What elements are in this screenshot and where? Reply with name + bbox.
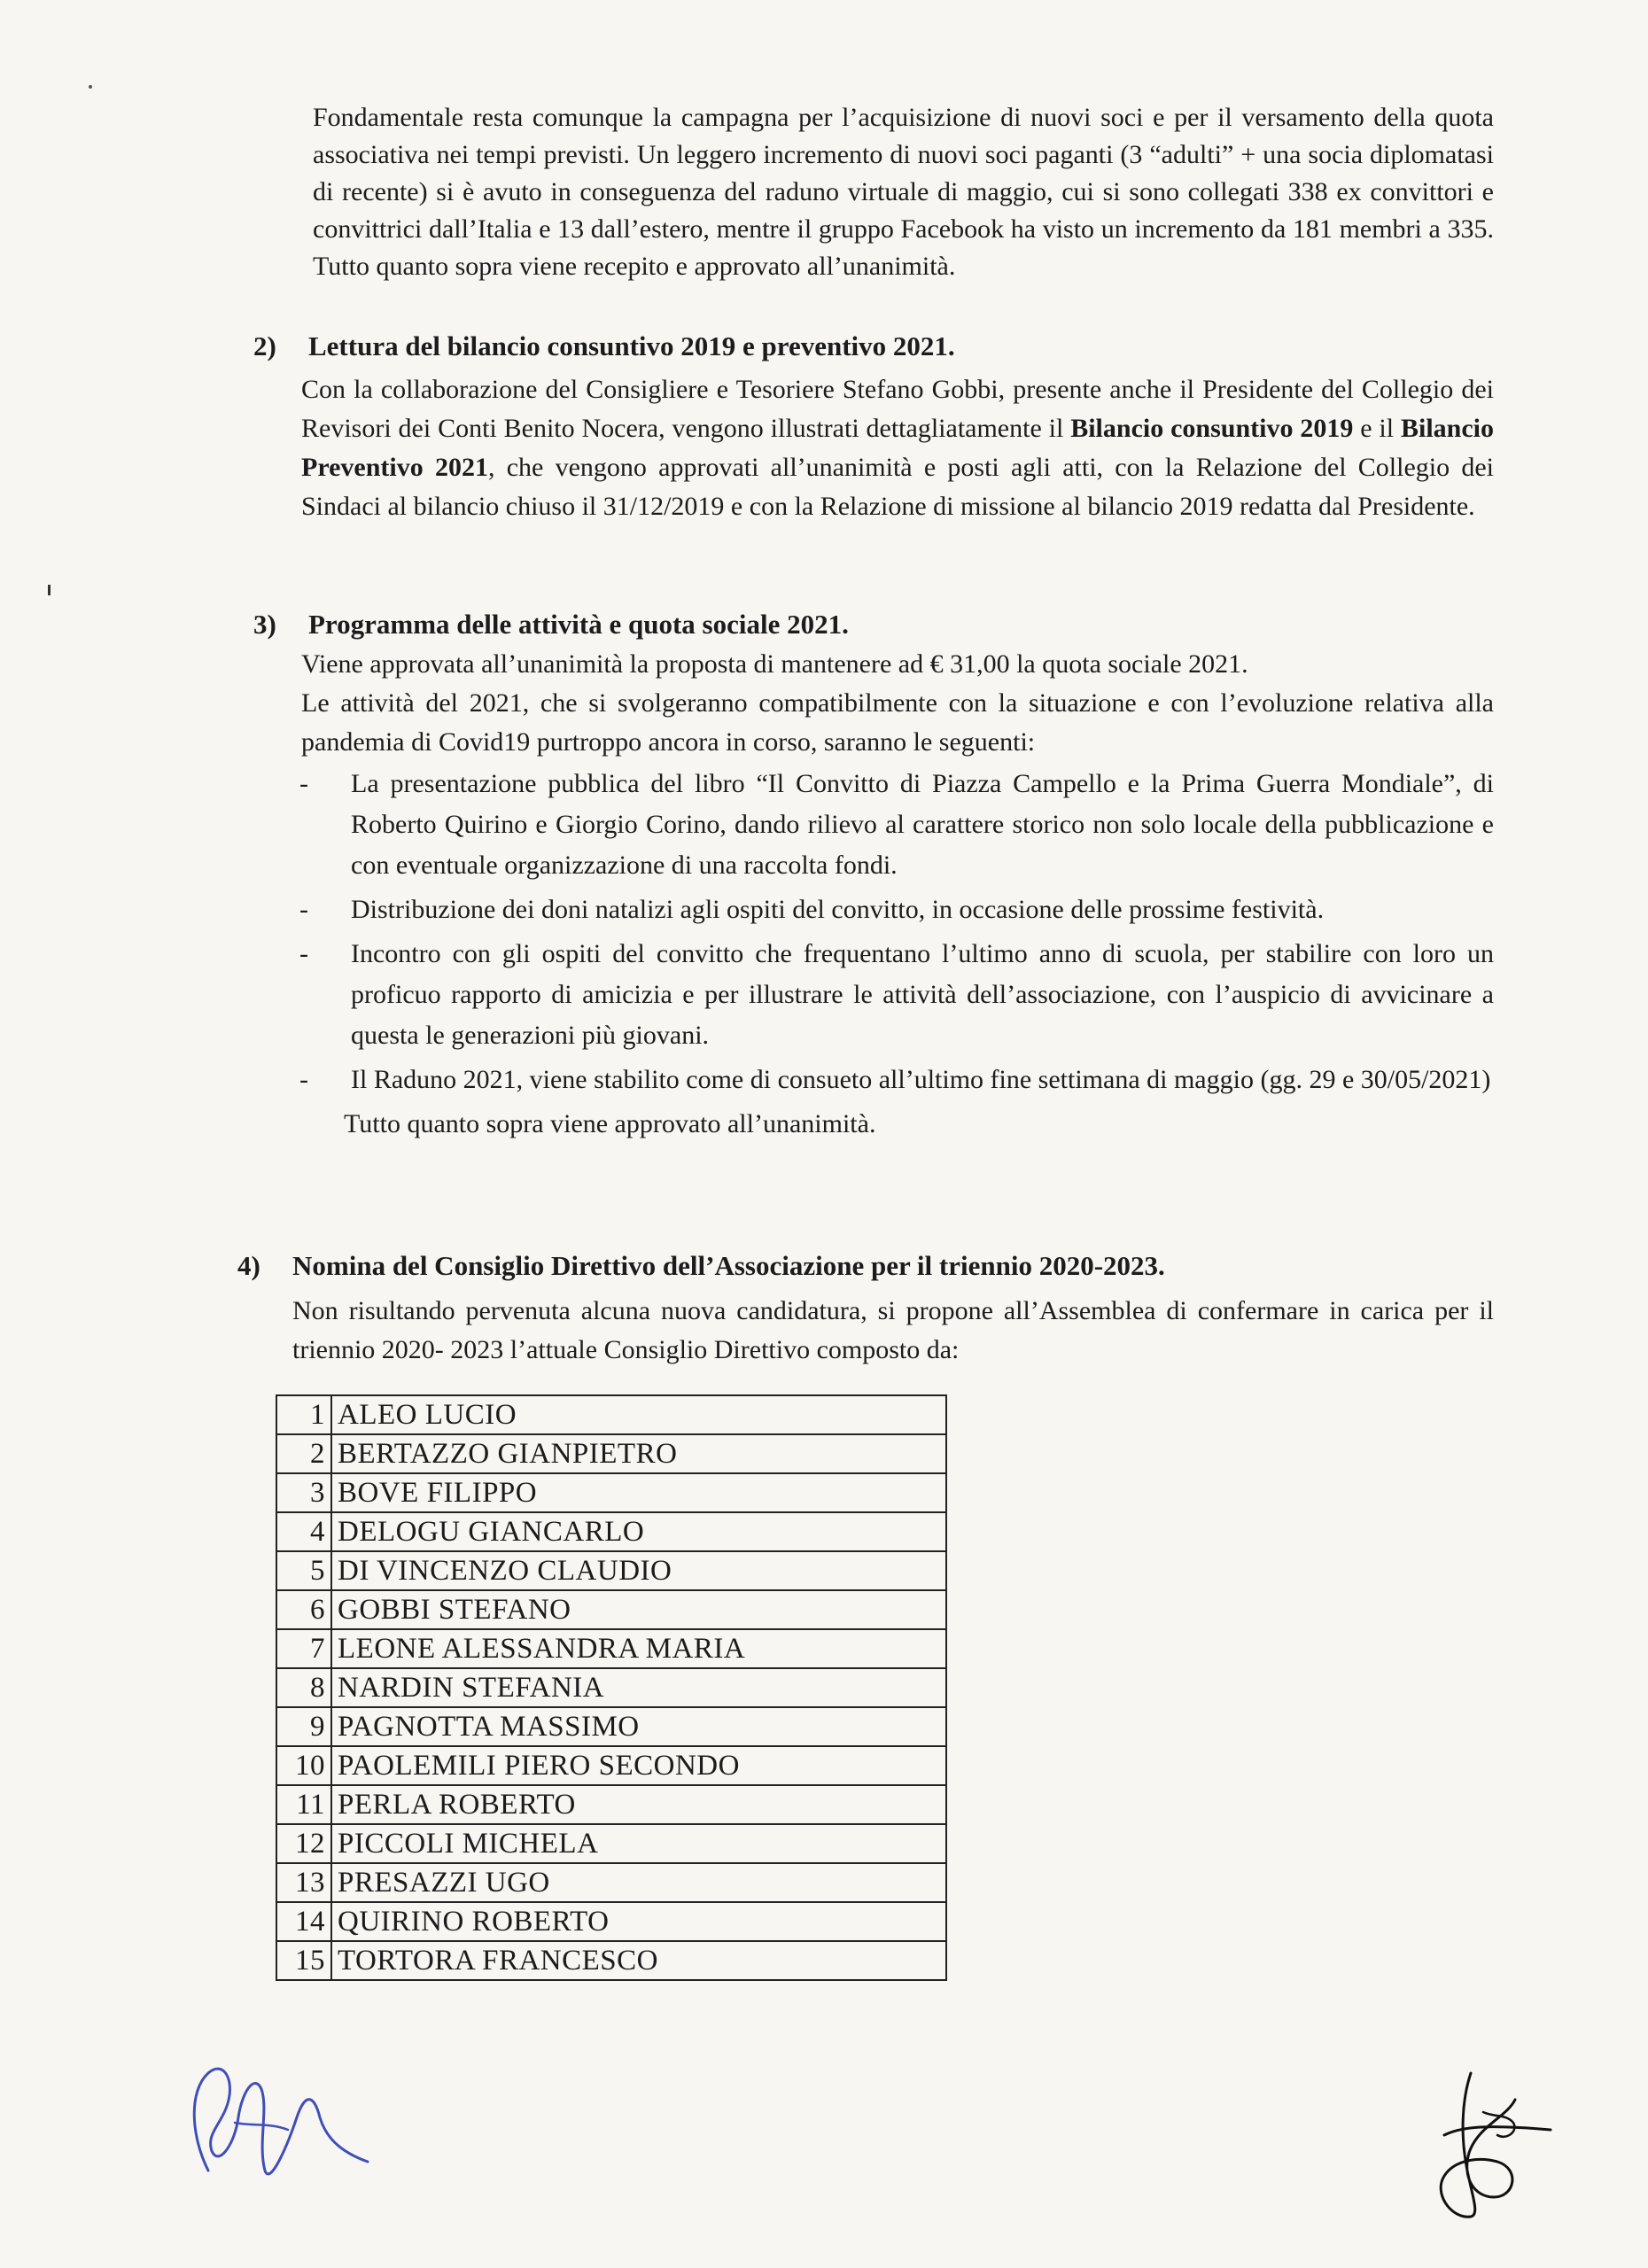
member-name: BERTAZZO GIANPIETRO (331, 1434, 946, 1473)
table-row (276, 1590, 946, 1629)
row-number: 8 (276, 1668, 331, 1707)
row-number: 3 (276, 1473, 331, 1512)
row-number: 15 (276, 1941, 331, 1980)
quota-sociale-line: Viene approvata all’unanimità la proposta di mantenere ad € 31,00 la quota sociale 2021. (301, 649, 1248, 679)
member-name: PAOLEMILI PIERO SECONDO (331, 1746, 946, 1785)
row-number: 12 (276, 1824, 331, 1863)
member-name: PRESAZZI UGO (331, 1863, 946, 1902)
activities-list (292, 764, 1494, 1145)
member-name: TORTORA FRANCESCO (331, 1941, 946, 1980)
list-item: - Distribuzione dei doni natalizi agli ospiti del convitto, in occasione delle prossime festività. (299, 895, 1325, 924)
section-4-text: Non risultando pervenuta alcuna nuova candidatura, si propone all’Assemblea di confermare in carica per il triennio 2020- 2023 l’attuale Consiglio Direttivo composto da: (292, 1296, 1494, 1364)
section-2-text: , che vengono approvati all’unanimità e posti agli atti, con la Relazione del Collegio dei Sindaci al bilancio chiuso il 31/12/2019 e con la Relazione di missione al bilancio 2019 redatta dal Presidente. (301, 453, 1494, 521)
list-item: - La presentazione pubblica del libro “Il Convitto di Piazza Campello e la Prima Guerra Mondiale”, di Roberto Quirino e Giorgio Corino, dando rilievo al carattere storico non solo locale della pubblicazione e con eventuale organizzazione di una raccolta fondi. (299, 769, 1494, 880)
row-number: 13 (276, 1863, 331, 1902)
member-name: BOVE FILIPPO (331, 1473, 946, 1512)
list-item: - Il Raduno 2021, viene stabilito come di consueto all’ultimo fine settimana di maggio (gg. 29 e 30/05/2021) (299, 1065, 1491, 1094)
section-2-text: e il (1353, 414, 1401, 443)
table-row (276, 1746, 946, 1785)
row-number: 14 (276, 1902, 331, 1941)
member-name: ALEO LUCIO (331, 1395, 946, 1434)
member-name: DELOGU GIANCARLO (331, 1512, 946, 1551)
row-number: 6 (276, 1590, 331, 1629)
member-name: NARDIN STEFANIA (331, 1668, 946, 1707)
member-name: DI VINCENZO CLAUDIO (331, 1551, 946, 1590)
table-row (276, 1902, 946, 1941)
row-number: 1 (276, 1395, 331, 1434)
section-4-number: 4) (237, 1250, 260, 1281)
section-4-body (292, 1292, 1494, 1370)
table-row (276, 1863, 946, 1902)
table-row (276, 1707, 946, 1746)
list-item: - Incontro con gli ospiti del convitto che frequentano l’ultimo anno di scuola, per stabilire con loro un proficuo rapporto di amicizia e per illustrare le attività dell’associazione, con l’auspicio di avvicinare a questa le generazioni più giovani. (299, 939, 1494, 1050)
member-name: PICCOLI MICHELA (331, 1824, 946, 1863)
member-name: LEONE ALESSANDRA MARIA (331, 1629, 946, 1668)
table-row (276, 1824, 946, 1863)
intro-text: Fondamentale resta comunque la campagna per l’acquisizione di nuovi soci e per il versamento della quota associativa nei tempi previsti. Un leggero incremento di nuovi soci paganti (3 “adulti” + una socia diplomatasi di recente) si è avuto in conseguenza del raduno virtuale di maggio, cui si sono collegati 338 ex convittori e convittrici dall’Italia e 13 dall’estero, mentre il gruppo Facebook ha visto un incremento da 181 membri a 335. Tutto quanto sopra viene recepito e approvato all’unanimità. (313, 103, 1494, 281)
section-3-heading (253, 606, 849, 643)
section-3-title: Programma delle attività e quota sociale 2021. (308, 609, 849, 640)
member-name: PERLA ROBERTO (331, 1785, 946, 1824)
signature-left (173, 2038, 377, 2188)
bilancio-consuntivo-bold: Bilancio consuntivo 2019 (1070, 414, 1354, 443)
table-row (276, 1941, 946, 1980)
intro-paragraph (313, 99, 1494, 285)
section-2-number: 2) (253, 330, 276, 361)
table-row (276, 1668, 946, 1707)
row-number: 11 (276, 1785, 331, 1824)
member-name: PAGNOTTA MASSIMO (331, 1707, 946, 1746)
section-3-closing: Tutto quanto sopra viene approvato all’unanimità. (344, 1109, 876, 1138)
table-row (276, 1473, 946, 1512)
table-row (276, 1629, 946, 1668)
scan-speck (48, 585, 51, 595)
row-number: 7 (276, 1629, 331, 1668)
row-number: 10 (276, 1746, 331, 1785)
table-row (276, 1551, 946, 1590)
scan-speck (89, 85, 92, 89)
board-members-table (276, 1394, 947, 1981)
table-row (276, 1434, 946, 1473)
table-row (276, 1785, 946, 1824)
table-row (276, 1395, 946, 1434)
section-4-heading (237, 1247, 1165, 1285)
attivita-intro: Le attività del 2021, che si svolgeranno compatibilmente con la situazione e con l’evoluzione relativa alla pandemia di Covid19 purtroppo ancora in corso, saranno le seguenti: (301, 688, 1494, 757)
table-row (276, 1512, 946, 1551)
member-name: GOBBI STEFANO (331, 1590, 946, 1629)
section-3-number: 3) (253, 609, 276, 640)
section-3-body (301, 645, 1494, 762)
bilancio-preventivo-bold: Bilancio Preventivo 2021 (301, 414, 1494, 482)
section-2-title: Lettura del bilancio consuntivo 2019 e preventivo 2021. (308, 330, 955, 361)
row-number: 2 (276, 1434, 331, 1473)
row-number: 5 (276, 1551, 331, 1590)
section-4-title: Nomina del Consiglio Direttivo dell’Associazione per il triennio 2020-2023. (292, 1250, 1165, 1281)
section-2-heading (253, 328, 955, 365)
signature-right (1409, 2064, 1559, 2224)
section-2-body (301, 370, 1494, 526)
row-number: 9 (276, 1707, 331, 1746)
section-2-text: Con la collaborazione del Consigliere e Tesoriere Stefano Gobbi, presente anche il Presidente del Collegio dei Revisori dei Conti Benito Nocera, vengono illustrati dettagliatamente il (301, 375, 1494, 443)
row-number: 4 (276, 1512, 331, 1551)
member-name: QUIRINO ROBERTO (331, 1902, 946, 1941)
